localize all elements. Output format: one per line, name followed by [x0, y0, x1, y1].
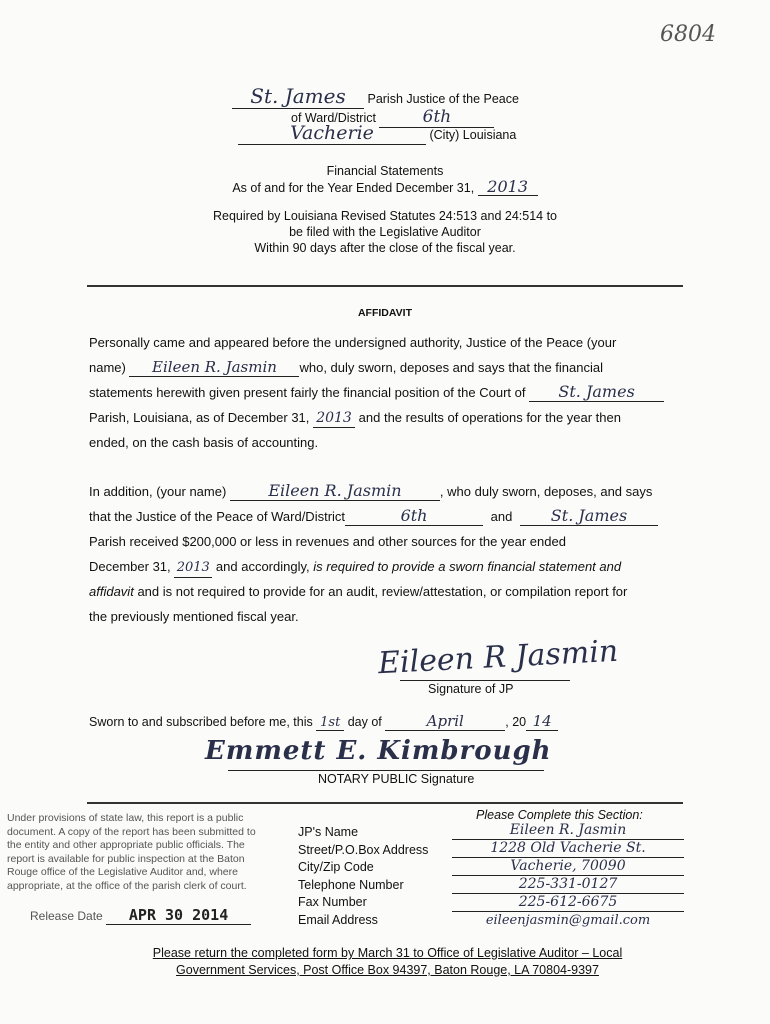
- p2-line-1: [89, 479, 685, 504]
- ward-label: of Ward/District: [291, 111, 376, 125]
- label-address: Street/P.O.Box Address: [298, 842, 429, 857]
- parish-label: Parish Justice of the Peace: [367, 92, 519, 106]
- p1-name-value: Eileen R. Jasmin: [129, 358, 299, 377]
- ward-value: 6th: [379, 107, 494, 128]
- label-telephone: Telephone Number: [298, 877, 404, 892]
- provisions-line-5: Rouge office of the Legislative Auditor and, where: [7, 866, 238, 878]
- p1-line-4-a: Parish, Louisiana, as of December 31,: [89, 410, 310, 425]
- p2-line-6: the previously mentioned fiscal year.: [89, 609, 299, 624]
- release-date: [30, 906, 251, 925]
- p1-line-4: [89, 405, 685, 430]
- statement-year-value: 2013: [478, 179, 538, 196]
- notary-signature: Emmett E. Kimbrough: [205, 736, 552, 766]
- requirement-line-2: be filed with the Legislative Auditor: [289, 225, 481, 239]
- affidavit-paragraph-2: [89, 479, 685, 629]
- notary-signature-line: [228, 770, 544, 771]
- label-city-zip: City/Zip Code: [298, 860, 374, 874]
- statement-year: [150, 179, 620, 196]
- p2-line-5-b: and is not required to provide for an audit, review/attestation, or compilation report for: [137, 584, 628, 599]
- requirement-line-1: Required by Louisiana Revised Statutes 24:513 and 24:514 to: [213, 209, 557, 223]
- p1-line-2-rest: who, duly sworn, deposes and says that the financial: [299, 360, 603, 375]
- p1-year-value: 2013: [313, 409, 355, 428]
- value-address: 1228 Old Vacherie St.: [452, 840, 684, 858]
- p2-name-value: Eileen R. Jasmin: [230, 482, 440, 501]
- p2-line-2: [89, 504, 685, 529]
- affidavit-heading: AFFIDAVIT: [357, 307, 413, 319]
- value-city-zip: Vacherie, 70090: [452, 858, 684, 876]
- provisions-line-1: Under provisions of state law, this report is a public: [7, 812, 244, 824]
- p1-line-2: [89, 355, 685, 380]
- p2-line-1-b: , who duly sworn, deposes, and says: [439, 484, 653, 499]
- sworn-line: [89, 712, 558, 731]
- p1-name-prefix: name): [89, 360, 126, 375]
- parish-line: [232, 84, 519, 109]
- p2-year-value: 2013: [174, 559, 212, 578]
- p2-line-4-a: December 31,: [89, 559, 171, 574]
- p2-line-2-a: that the Justice of the Peace of Ward/District: [89, 509, 346, 524]
- p1-court-value: St. James: [529, 383, 664, 402]
- p1-line-5: ended, on the cash basis of accounting.: [89, 435, 319, 450]
- notary-signature-label: NOTARY PUBLIC Signature: [318, 772, 475, 786]
- statement-title: Financial Statements: [326, 164, 444, 178]
- provisions-line-4: report is available for public inspection at the Baton: [7, 852, 245, 865]
- p2-line-5-a: affidavit: [89, 584, 134, 599]
- p2-line-5: [89, 579, 685, 604]
- value-telephone: 225-331-0127: [452, 876, 684, 894]
- provisions-line-6: appropriate, at the office of the parish clerk of court.: [7, 879, 247, 892]
- p2-parish-value: St. James: [520, 507, 658, 526]
- contact-labels: [298, 824, 428, 929]
- return-line-2-text: Government Services, Post Office Box 94397, Baton Rouge, LA 70804-9397: [176, 963, 599, 977]
- p2-line-4: [89, 554, 685, 579]
- affidavit-paragraph-1: [89, 330, 685, 455]
- provisions-notice: [7, 812, 277, 893]
- release-date-label: Release Date: [30, 909, 103, 923]
- p2-line-4-c: is required to provide a sworn financial statement and: [313, 559, 622, 574]
- p2-line-1-a: In addition, (your name): [89, 484, 227, 499]
- p2-line-2-b: and: [490, 509, 513, 524]
- return-line-1: [80, 945, 695, 962]
- return-line-2: [80, 962, 695, 979]
- requirement-line-3: Within 90 days after the close of the fiscal year.: [254, 241, 516, 255]
- contact-values: [452, 822, 684, 929]
- p2-line-3: Parish received $200,000 or less in revenues and other sources for the year ended: [89, 534, 566, 549]
- year-line-text: As of and for the Year Ended December 31,: [232, 181, 475, 195]
- value-email: eileenjasmin@gmail.com: [485, 913, 651, 928]
- divider-top: [87, 285, 683, 287]
- sworn-text-a: Sworn to and subscribed before me, this: [89, 715, 313, 729]
- p1-line-3-text: statements herewith given present fairly the financial position of the Court of: [89, 385, 526, 400]
- p1-line-4-b: and the results of operations for the year then: [358, 410, 621, 425]
- city-line: [238, 122, 516, 145]
- divider-bottom: [87, 802, 683, 804]
- p2-ward-value: 6th: [345, 507, 483, 526]
- return-instructions: [80, 945, 695, 979]
- jp-signature: Eileen R Jasmin: [377, 633, 620, 682]
- return-line-1-text: Please return the completed form by March 31 to Office of Legislative Auditor – Local: [152, 946, 623, 960]
- value-jp-name: Eileen R. Jasmin: [452, 822, 684, 840]
- sworn-year-value: 14: [526, 712, 558, 731]
- jp-signature-label: Signature of JP: [428, 682, 514, 696]
- sworn-text-c: , 20: [505, 715, 527, 729]
- city-value: Vacherie: [238, 122, 426, 145]
- value-fax: 225-612-6675: [452, 894, 684, 912]
- p1-line-1: Personally came and appeared before the undersigned authority, Justice of the Peace (your: [89, 335, 617, 350]
- sworn-day-value: 1st: [316, 715, 344, 731]
- city-label: (City) Louisiana: [429, 128, 517, 142]
- p2-line-4-b: and accordingly,: [215, 559, 310, 574]
- sworn-month-value: April: [385, 712, 505, 731]
- page-number: 6804: [660, 22, 716, 47]
- p1-line-3: [89, 380, 685, 405]
- label-jp-name: JP's Name: [298, 825, 359, 839]
- provisions-line-2: document. A copy of the report has been submitted to: [7, 825, 256, 838]
- parish-value: St. James: [232, 84, 364, 109]
- provisions-line-3: the entity and other appropriate public officials. The: [7, 839, 245, 851]
- complete-section-heading: Please Complete this Section:: [476, 808, 643, 822]
- statement-block: [150, 163, 620, 256]
- jp-signature-line: [400, 680, 570, 681]
- label-fax: Fax Number: [298, 895, 367, 909]
- label-email: Email Address: [298, 912, 378, 927]
- release-date-stamp: APR 30 2014: [106, 906, 251, 925]
- sworn-text-b: day of: [347, 715, 382, 729]
